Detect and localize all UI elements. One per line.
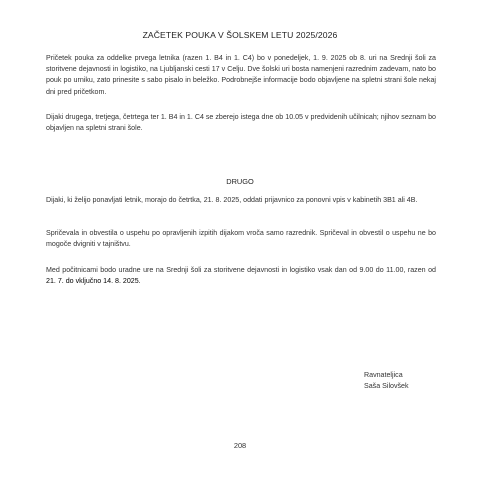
- page-number: 208: [233, 441, 247, 450]
- signature-name: Saša Silovšek: [364, 382, 409, 390]
- paragraph-first-year-start: Pričetek pouka za oddelke prvega letnika (razen 1. B4 in 1. C4) bo v ponedeljek, 1. 9. 2025 ob 8. uri na Srednji šoli za storitvene dejavnosti in logistiko, na Ljubljanski cesti 17 v Celju. Dve šolski uri bosta namenjeni razrednim zadevam, nato bo pouk po urniku, zato prinesite s sabo pisalo in beležko. Podrobnejše informacije bodo objavljene na spletni strani šole nekaj dni pred pričetkom.: [46, 54, 436, 96]
- paragraph-other-years-start: Dijaki drugega, tretjega, četrtega ter 1. B4 in 1. C4 se zberejo istega dne ob 10.05 v predvidenih učilnicah; njihov seznam bo objavljen na spletni strani šole.: [46, 113, 436, 133]
- paragraph-repeat-year: Dijaki, ki želijo ponavljati letnik, morajo do četrtka, 21. 8. 2025, oddati prijavnico za ponovni vpis v kabinetih 3B1 ali 4B.: [46, 196, 418, 204]
- section-heading-other: DRUGO: [226, 177, 254, 186]
- paragraph-certificates: Spričevala in obvestila o uspehu po opravljenih izpitih dijakom vroča samo razrednik. Spričeval in obvestil o uspehu ne bo mogoče dvigniti v tajništvu.: [46, 229, 436, 249]
- signature-role: Ravnateljica: [364, 371, 403, 379]
- office-hours-closed-dates: 21. 7. do vključno 14. 8. 2025.: [46, 277, 141, 286]
- page-title: ZAČETEK POUKA V ŠOLSKEM LETU 2025/2026: [142, 30, 338, 40]
- office-hours-text: Med počitnicami bodo uradne ure na Srednji šoli za storitvene dejavnosti in logistiko vsak dan od 9.00 do 11.00, razen od: [46, 266, 436, 274]
- paragraph-office-hours: [46, 265, 436, 287]
